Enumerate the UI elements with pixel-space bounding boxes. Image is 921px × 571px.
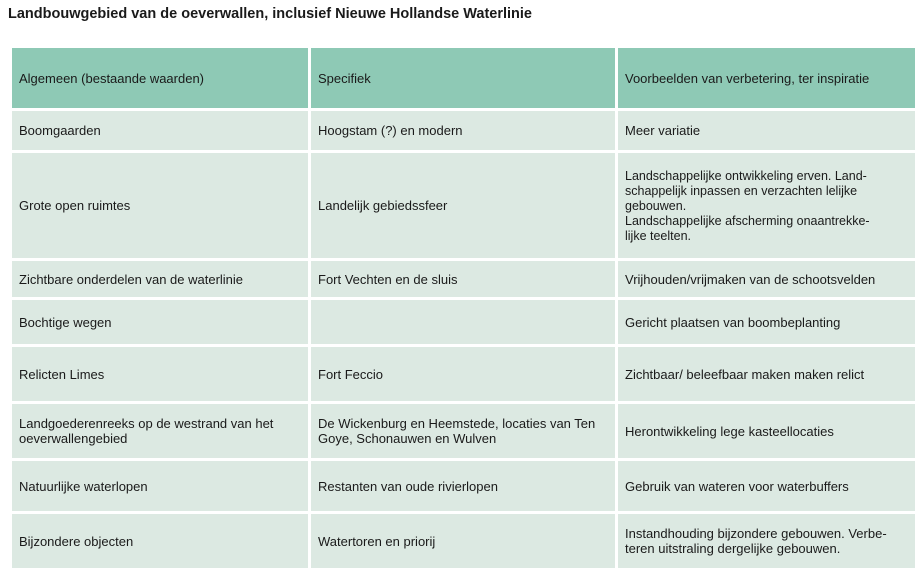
cell-general: Zichtbare onderdelen van de waterlinie	[12, 261, 308, 297]
cell-improvement: Vrijhouden/vrijmaken van de schootsvelden	[618, 261, 915, 297]
cell-general: Boomgaarden	[12, 111, 308, 150]
cell-improvement: Zichtbaar/ beleefbaar maken maken relict	[618, 347, 915, 401]
table-row	[12, 347, 915, 401]
cell-specific: Restanten van oude rivierlopen	[311, 461, 615, 511]
table-row	[12, 461, 915, 511]
cell-specific: De Wickenburg en Heemstede, locaties van Ten Goye, Schonauwen en Wulven	[311, 404, 615, 458]
table-row	[12, 111, 915, 150]
cell-specific: Hoogstam (?) en modern	[311, 111, 615, 150]
page-title: Landbouwgebied van de oeverwallen, inclusief Nieuwe Hollandse Waterlinie	[8, 6, 532, 22]
header-improvements: Voorbeelden van verbetering, ter inspiratie	[618, 48, 915, 108]
cell-specific: Watertoren en priorij	[311, 514, 615, 568]
table-row	[12, 514, 915, 568]
cell-specific	[311, 300, 615, 344]
cell-general: Relicten Limes	[12, 347, 308, 401]
cell-improvement: Landschappelijke ontwikkeling erven. Land- schappelijk inpassen en verzachten lelijke gebouwen. Landschappelijke afscherming onaantrekke- lijke teelten.	[618, 153, 915, 258]
table-row	[12, 261, 915, 297]
cell-general: Bochtige wegen	[12, 300, 308, 344]
header-general: Algemeen (bestaande waarden)	[12, 48, 308, 108]
cell-improvement: Gebruik van wateren voor waterbuffers	[618, 461, 915, 511]
cell-general: Bijzondere objecten	[12, 514, 308, 568]
values-table	[9, 45, 918, 571]
cell-general: Grote open ruimtes	[12, 153, 308, 258]
header-specific: Specifiek	[311, 48, 615, 108]
cell-specific: Fort Vechten en de sluis	[311, 261, 615, 297]
table-header-row	[12, 48, 915, 108]
table-row	[12, 300, 915, 344]
cell-improvement: Gericht plaatsen van boombeplanting	[618, 300, 915, 344]
cell-improvement: Herontwikkeling lege kasteellocaties	[618, 404, 915, 458]
table-row	[12, 404, 915, 458]
cell-general: Landgoederenreeks op de westrand van het oeverwallengebied	[12, 404, 308, 458]
cell-improvement: Meer variatie	[618, 111, 915, 150]
cell-specific: Fort Feccio	[311, 347, 615, 401]
cell-general: Natuurlijke waterlopen	[12, 461, 308, 511]
table-row	[12, 153, 915, 258]
cell-specific: Landelijk gebiedssfeer	[311, 153, 615, 258]
cell-improvement: Instandhouding bijzondere gebouwen. Verbe- teren uitstraling dergelijke gebouwen.	[618, 514, 915, 568]
